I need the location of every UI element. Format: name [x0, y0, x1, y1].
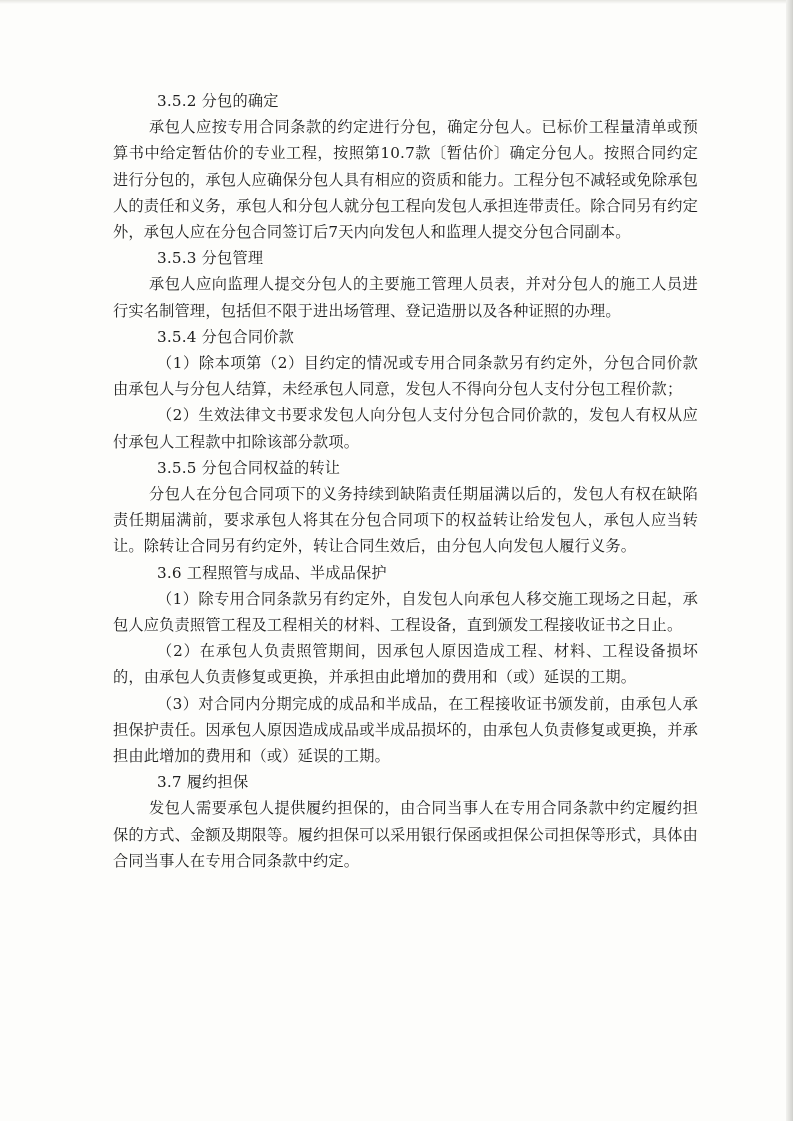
paragraph-subcontract-management: 承包人应向监理人提交分包人的主要施工管理人员表，并对分包人的施工人员进行实名制管理，包括但不限于进出场管理、登记造册以及各种证照的办理。: [113, 275, 698, 320]
paragraph-performance-guarantee: 发包人需要承包人提供履约担保的，由合同当事人在专用合同条款中约定履约担保的方式、金额及期限等。履约担保可以采用银行保函或担保公司担保等形式，具体由合同当事人在专用合同条款中约定。: [113, 799, 698, 870]
heading-3-5-3: 3.5.3 分包管理: [157, 249, 264, 268]
document-body: [113, 88, 698, 874]
paragraph-subcontract-determination: 承包人应按专用合同条款的约定进行分包，确定分包人。已标价工程量清单或预算书中给定暂估价的专业工程，按照第10.7款〔暂估价〕确定分包人。按照合同约定进行分包的，承包人应确保分包人具有相应的资质和能力。工程分包不减轻或免除承包人的责任和义务，承包人和分包人就分包工程向发包人承担连带责任。除合同另有约定外，承包人应在分包合同签订后7天内向发包人和监理人提交分包合同副本。: [113, 118, 698, 242]
paragraph-rights-transfer: 分包人在分包合同项下的义务持续到缺陷责任期届满以后的，发包人有权在缺陷责任期届满前，要求承包人将其在分包合同项下的权益转让给发包人，承包人应当转让。除转让合同另有约定外，转让合同生效后，由分包人向发包人履行义务。: [113, 485, 698, 556]
paragraph-protection-1: （1）除专用合同条款另有约定外，自发包人向承包人移交施工现场之日起，承包人应负责照管工程及工程相关的材料、工程设备，直到颁发工程接收证书之日止。: [113, 589, 698, 635]
heading-3-7: 3.7 履约担保: [157, 773, 249, 792]
page-top-edge: [0, 0, 793, 4]
paragraph-protection-3: （3）对合同内分期完成的成品和半成品，在工程接收证书颁发前，由承包人承担保护责任。因承包人原因造成成品或半成品损坏的，由承包人负责修复或更换，并承担由此增加的费用和（或）延误的工期。: [113, 694, 698, 766]
paragraph-protection-2: （2）在承包人负责照管期间，因承包人原因造成工程、材料、工程设备损坏的，由承包人负责修复或更换，并承担由此增加的费用和（或）延误的工期。: [113, 642, 698, 687]
heading-3-5-5: 3.5.5 分包合同权益的转让: [157, 458, 341, 477]
heading-3-5-2: 3.5.2 分包的确定: [157, 92, 279, 110]
paragraph-subcontract-price-1: （1）除本项第（2）目约定的情况或专用合同条款另有约定外，分包合同价款由承包人与分包人结算，未经承包人同意，发包人不得向分包人支付分包工程价款；: [113, 354, 698, 399]
heading-3-5-4: 3.5.4 分包合同价款: [157, 327, 294, 346]
paragraph-subcontract-price-2: （2）生效法律文书要求发包人向分包人支付分包合同价款的，发包人有权从应付承包人工程款中扣除该部分款项。: [113, 406, 698, 451]
page-right-edge: [786, 0, 793, 1121]
heading-3-6: 3.6 工程照管与成品、半成品保护: [157, 563, 387, 582]
